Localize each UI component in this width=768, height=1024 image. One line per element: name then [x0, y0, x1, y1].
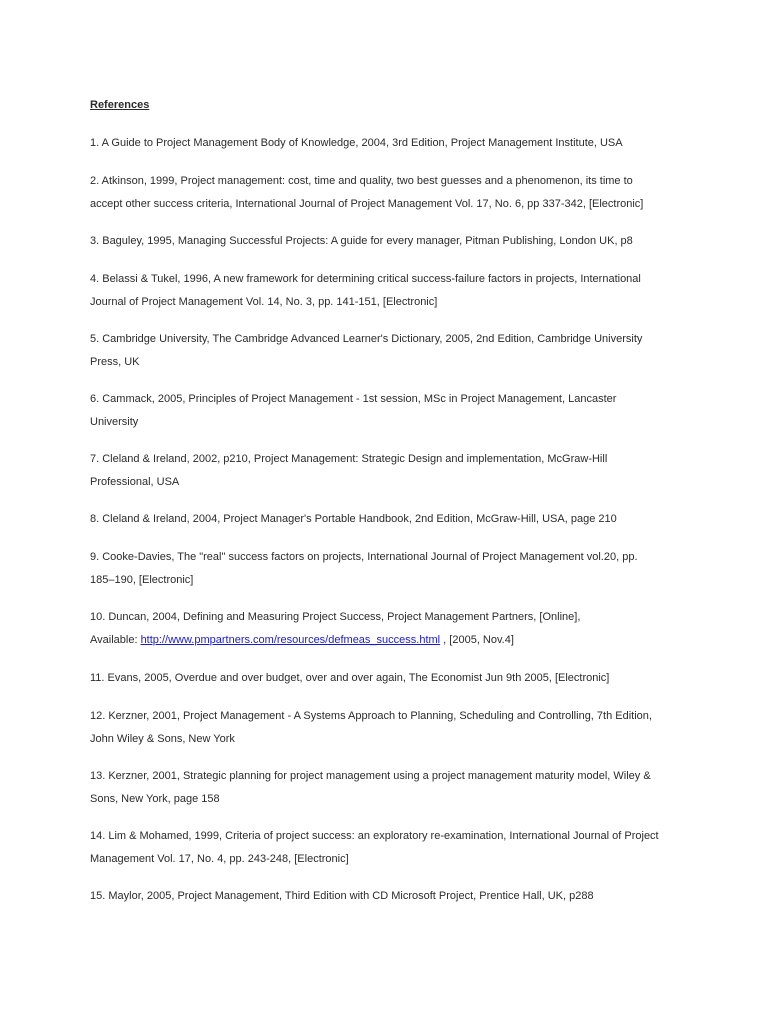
reference-line: 6. Cammack, 2005, Principles of Project Management - 1st session, MSc in Project Management, Lancaster: [90, 393, 617, 405]
reference-item: [90, 170, 690, 216]
reference-line: 15. Maylor, 2005, Project Management, Third Edition with CD Microsoft Project, Prentice Hall, UK, p288: [90, 890, 594, 902]
reference-line: 12. Kerzner, 2001, Project Management - A Systems Approach to Planning, Scheduling and Controlling, 7th Edition,: [90, 710, 652, 722]
access-date: , [2005, Nov.4]: [440, 634, 514, 646]
reference-line: Journal of Project Management Vol. 14, No. 3, pp. 141-151, [Electronic]: [90, 296, 438, 308]
reference-line: 3. Baguley, 1995, Managing Successful Projects: A guide for every manager, Pitman Publishing, London UK, p8: [90, 235, 633, 247]
reference-item: [90, 388, 690, 434]
reference-line: John Wiley & Sons, New York: [90, 733, 235, 745]
reference-line: Sons, New York, page 158: [90, 793, 220, 805]
reference-available-line: [90, 629, 690, 652]
reference-line: 185–190, [Electronic]: [90, 574, 194, 586]
references-heading: References: [90, 99, 150, 111]
reference-line: University: [90, 416, 139, 428]
reference-item: [90, 268, 690, 314]
reference-line: 2. Atkinson, 1999, Project management: cost, time and quality, two best guesses and a phenomenon, its time to: [90, 175, 633, 187]
reference-line: Management Vol. 17, No. 4, pp. 243-248, [Electronic]: [90, 853, 349, 865]
reference-item: [90, 825, 690, 871]
reference-line: 8. Cleland & Ireland, 2004, Project Manager's Portable Handbook, 2nd Edition, McGraw-Hill, USA, page 210: [90, 513, 617, 525]
reference-line: 14. Lim & Mohamed, 1999, Criteria of project success: an exploratory re-examination, International Journal of Project: [90, 830, 659, 842]
reference-line: 11. Evans, 2005, Overdue and over budget, over and over again, The Economist Jun 9th 2005, [Electronic]: [90, 672, 610, 684]
reference-line: 1. A Guide to Project Management Body of Knowledge, 2004, 3rd Edition, Project Management Institute, USA: [90, 137, 623, 149]
reference-item: [90, 132, 690, 155]
reference-item: [90, 705, 690, 751]
pmpartners-link[interactable]: http://www.pmpartners.com/resources/defmeas_success.html: [140, 634, 441, 646]
reference-line: 5. Cambridge University, The Cambridge Advanced Learner's Dictionary, 2005, 2nd Edition, Cambridge University: [90, 333, 643, 345]
reference-line: 13. Kerzner, 2001, Strategic planning for project management using a project management maturity model, Wiley &: [90, 770, 651, 782]
reference-line: 9. Cooke-Davies, The "real" success factors on projects, International Journal of Project Management vol.20, pp.: [90, 551, 638, 563]
reference-item: [90, 546, 690, 592]
reference-item: [90, 885, 690, 908]
reference-line: Professional, USA: [90, 476, 180, 488]
reference-item: [90, 508, 690, 531]
reference-line: accept other success criteria, International Journal of Project Management Vol. 17, No. 6, pp 337-342, [Electronic]: [90, 198, 644, 210]
reference-line: 7. Cleland & Ireland, 2002, p210, Project Management: Strategic Design and implementation, McGraw-Hill: [90, 453, 608, 465]
reference-item: [90, 606, 690, 652]
reference-item: [90, 230, 690, 253]
reference-item: [90, 765, 690, 811]
reference-item: [90, 328, 690, 374]
reference-line: 4. Belassi & Tukel, 1996, A new framework for determining critical success-failure factors in projects, International: [90, 273, 641, 285]
reference-line: Press, UK: [90, 356, 140, 368]
reference-line: 10. Duncan, 2004, Defining and Measuring Project Success, Project Management Partners, [Online],: [90, 611, 581, 623]
reference-item: [90, 667, 690, 690]
available-label: Available:: [90, 634, 141, 646]
reference-item: [90, 448, 690, 494]
